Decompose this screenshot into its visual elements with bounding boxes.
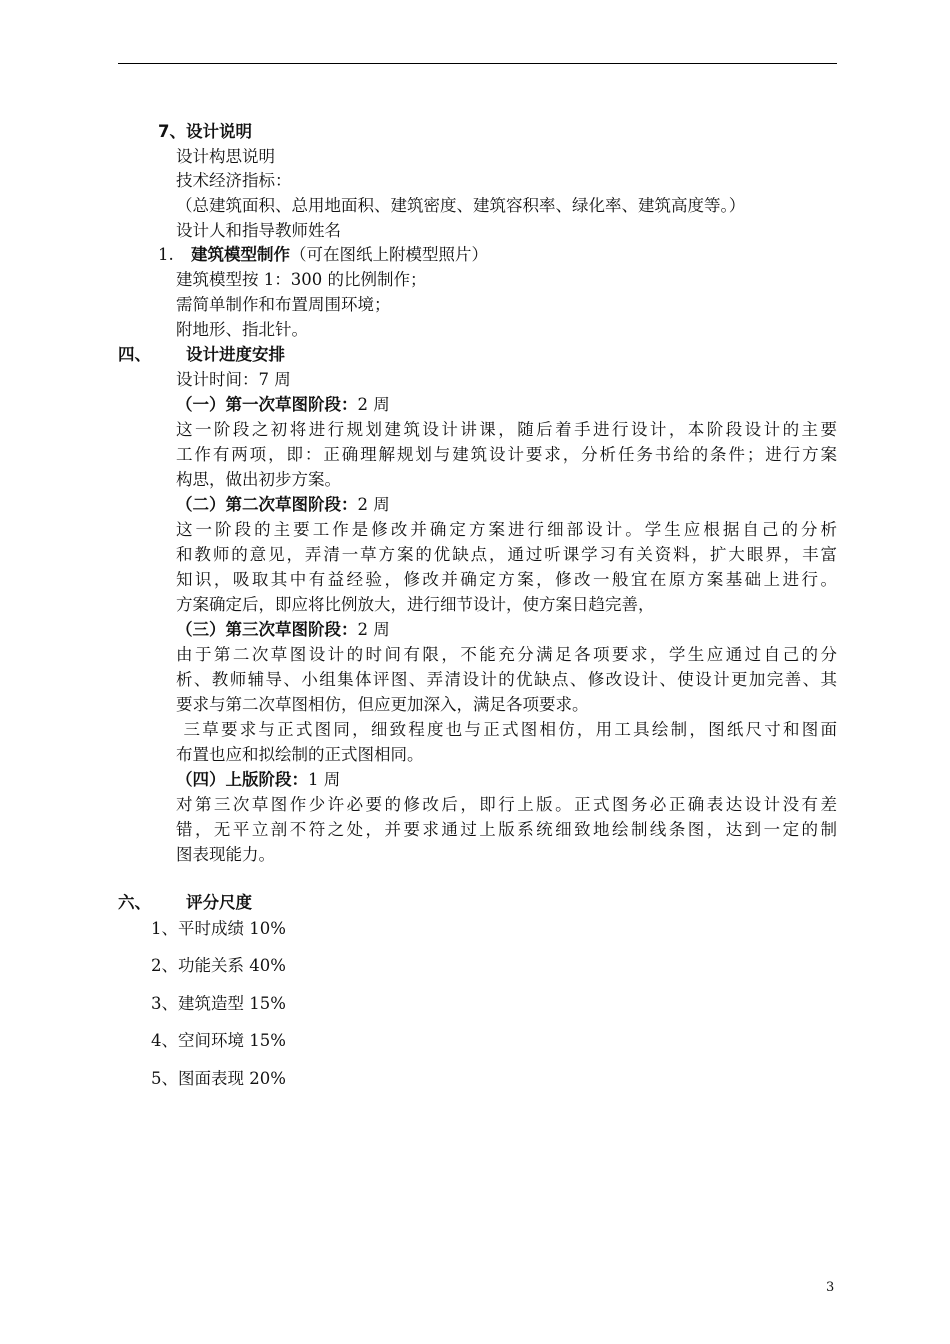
stage-3-heading [176,617,390,642]
stage-3-line: 三草要求与正式图同，细致程度也与正式图相仿，用工具绘制，图纸尺寸和图面 [176,720,837,739]
sec7-item-names: 设计人和指导教师姓名 [176,221,341,240]
grading-item: 1、平时成绩 10% [151,919,286,938]
stage-3-duration: 2 周 [357,620,390,639]
stage-2-title: （二）第二次草图阶段： [176,495,358,514]
stage-4-title: （四）上版阶段： [176,770,308,789]
stage-3-line: 要求与第二次草图相仿，但应更加深入，满足各项要求。 [176,695,589,714]
stage-4-line: 对第三次草图作少许必要的修改后，即行上版。正式图务必正确表达设计没有差 [176,795,837,814]
section-6-number: 六、 [118,893,151,912]
stage-2-line: 知识，吸取其中有益经验，修改并确定方案，修改一般宜在原方案基础上进行。 [176,570,837,589]
stage-2-heading [176,492,390,517]
grading-item: 4、空间环境 15% [151,1031,286,1050]
stage-4-duration: 1 周 [308,770,341,789]
stage-2-line: 方案确定后，即应将比例放大，进行细节设计，使方案日趋完善， [176,595,655,614]
stage-1-heading [176,392,390,417]
stage-4-line: 错，无平立剖不符之处，并要求通过上版系统细致地绘制线条图，达到一定的制 [176,820,837,839]
sec7-item-indicator-list: （总建筑面积、总用地面积、建筑密度、建筑容积率、绿化率、建筑高度等。） [176,196,746,215]
header-rule [118,63,837,64]
page-number: 3 [826,1280,835,1295]
section-4-title: 设计进度安排 [186,345,285,364]
model-item-environment: 需简单制作和布置周围环境； [176,295,391,314]
stage-3-title: （三）第三次草图阶段： [176,620,358,639]
grading-item: 3、建筑造型 15% [151,994,286,1013]
model-note: （可在图纸上附模型照片） [290,245,488,264]
sec7-item-indicators: 技术经济指标： [176,171,292,190]
section-7-heading: 7、设计说明 [158,122,252,141]
stage-3-line: 由于第二次草图设计的时间有限，不能充分满足各项要求，学生应通过自己的分 [176,645,837,664]
stage-3-line: 布置也应和拟绘制的正式图相同。 [176,745,424,764]
stage-2-line: 和教师的意见，弄清一草方案的优缺点，通过听课学习有关资料，扩大眼界，丰富 [176,545,837,564]
sec7-item-concept: 设计构思说明 [176,147,275,166]
stage-3-line: 析、教师辅导、小组集体评图、弄清设计的优缺点、修改设计、使设计更加完善、其 [176,670,837,689]
stage-1-line: 工作有两项，即：正确理解规划与建筑设计要求，分析任务书给的条件；进行方案 [176,445,837,464]
stage-2-duration: 2 周 [357,495,390,514]
section-4-number: 四、 [118,345,151,364]
stage-4-heading [176,767,340,792]
stage-1-duration: 2 周 [357,395,390,414]
model-title: 建筑模型制作 [191,245,290,264]
stage-2-line: 这一阶段的主要工作是修改并确定方案进行细部设计。学生应根据自己的分析 [176,520,837,539]
stage-4-line: 图表现能力。 [176,845,275,864]
model-heading [158,242,488,267]
grading-item: 5、图面表现 20% [151,1069,286,1088]
stage-1-line: 这一阶段之初将进行规划建筑设计讲课，随后着手进行设计，本阶段设计的主要 [176,420,837,439]
section-6-title: 评分尺度 [186,893,252,912]
model-item-terrain: 附地形、指北针。 [176,320,308,339]
model-item-scale: 建筑模型按 1：300 的比例制作； [176,270,427,289]
design-time: 设计时间：7 周 [176,370,291,389]
grading-item: 2、功能关系 40% [151,956,286,975]
model-number: 1. [158,245,174,264]
stage-1-line: 构思，做出初步方案。 [176,470,341,489]
stage-1-title: （一）第一次草图阶段： [176,395,358,414]
